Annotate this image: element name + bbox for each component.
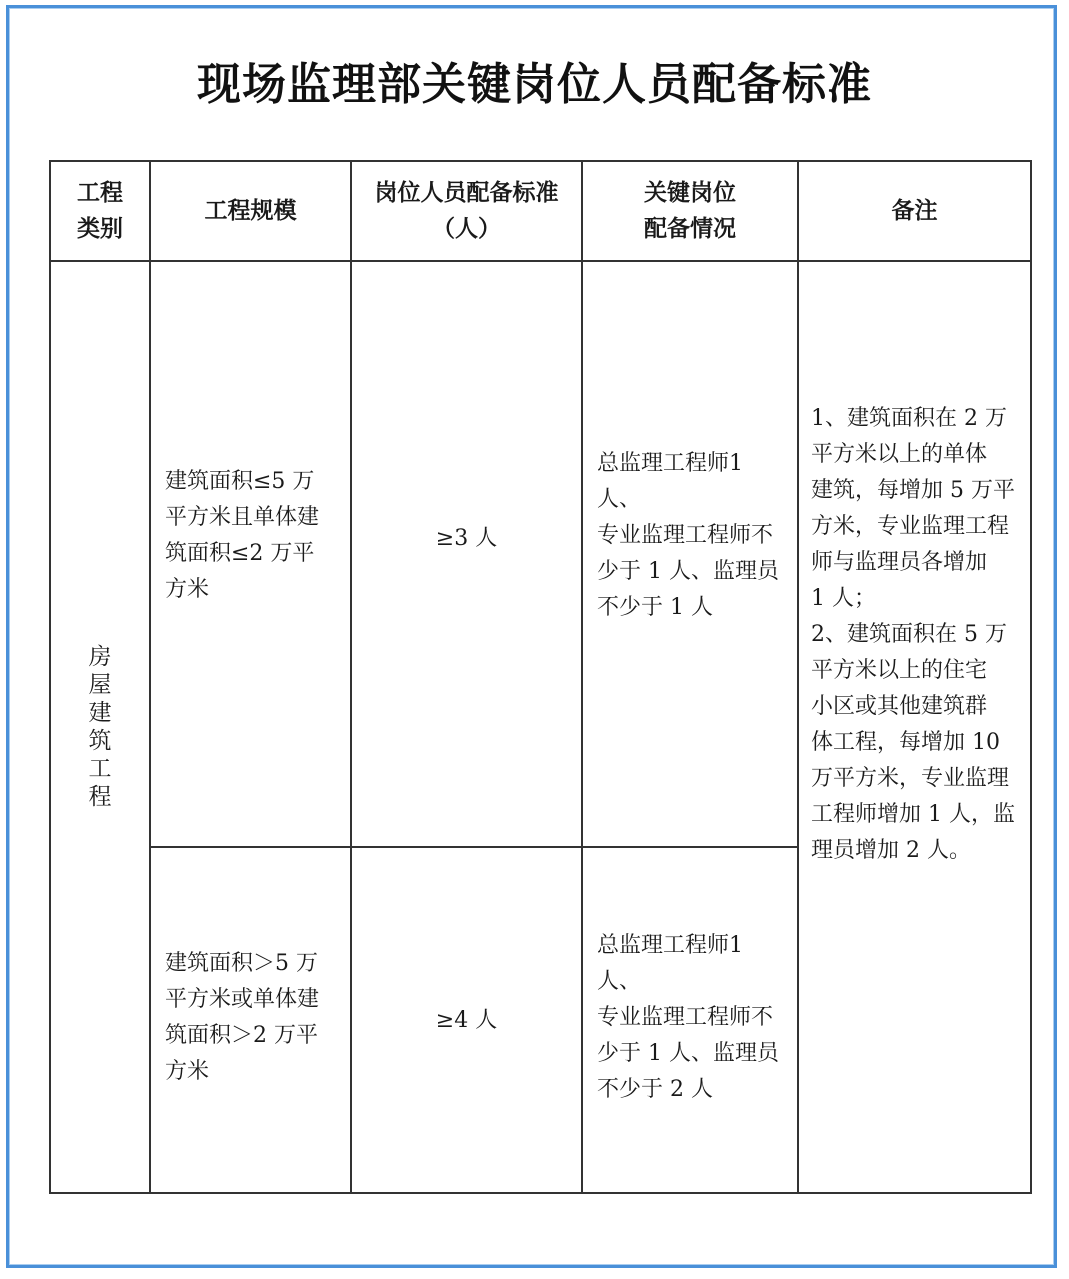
remarks-text: 1、建筑面积在 2 万 平方米以上的单体 建筑，每增加 5 万平 方米，专业监理工程 师与监理员各增加 1 人； 2、建筑面积在 5 万 平方米以上的住宅 小区或其他建筑群 体工程，每增加 10 万平方米，专业监理 工程师增加 1 人，监 理员增加 2 人。 (811, 406, 1015, 863)
staffing-standard-table (49, 160, 1032, 1194)
staffing-cell (582, 847, 798, 1193)
header-category: 工程 类别 (50, 161, 150, 261)
header-standard: 岗位人员配备标准 （人） (351, 161, 582, 261)
header-row (50, 161, 1031, 261)
header-scale: 工程规模 (150, 161, 351, 261)
scale-cell (150, 847, 351, 1193)
standard-value: ≥4 人 (435, 1007, 498, 1033)
header-staffing: 关键岗位 配备情况 (582, 161, 798, 261)
staffing-text: 总监理工程师1人、 专业监理工程师不 少于 1 人、监理员 不少于 2 人 (597, 933, 779, 1102)
category-label: 房屋建筑工程 (88, 644, 112, 810)
standard-cell (351, 261, 582, 847)
category-cell (50, 261, 150, 1193)
scale-text: 建筑面积≤5 万 平方米且单体建 筑面积≤2 万平 方米 (165, 469, 320, 602)
staffing-text: 总监理工程师1人、 专业监理工程师不 少于 1 人、监理员 不少于 1 人 (597, 451, 779, 620)
page-title: 现场监理部关键岗位人员配备标准 (197, 59, 872, 110)
table-row (50, 261, 1031, 847)
staffing-cell (582, 261, 798, 847)
standard-cell (351, 847, 582, 1193)
remarks-cell (798, 261, 1031, 1193)
scale-cell (150, 261, 351, 847)
standard-value: ≥3 人 (435, 525, 498, 551)
header-remarks: 备注 (798, 161, 1031, 261)
scale-text: 建筑面积＞5 万 平方米或单体建 筑面积＞2 万平 方米 (165, 951, 320, 1084)
